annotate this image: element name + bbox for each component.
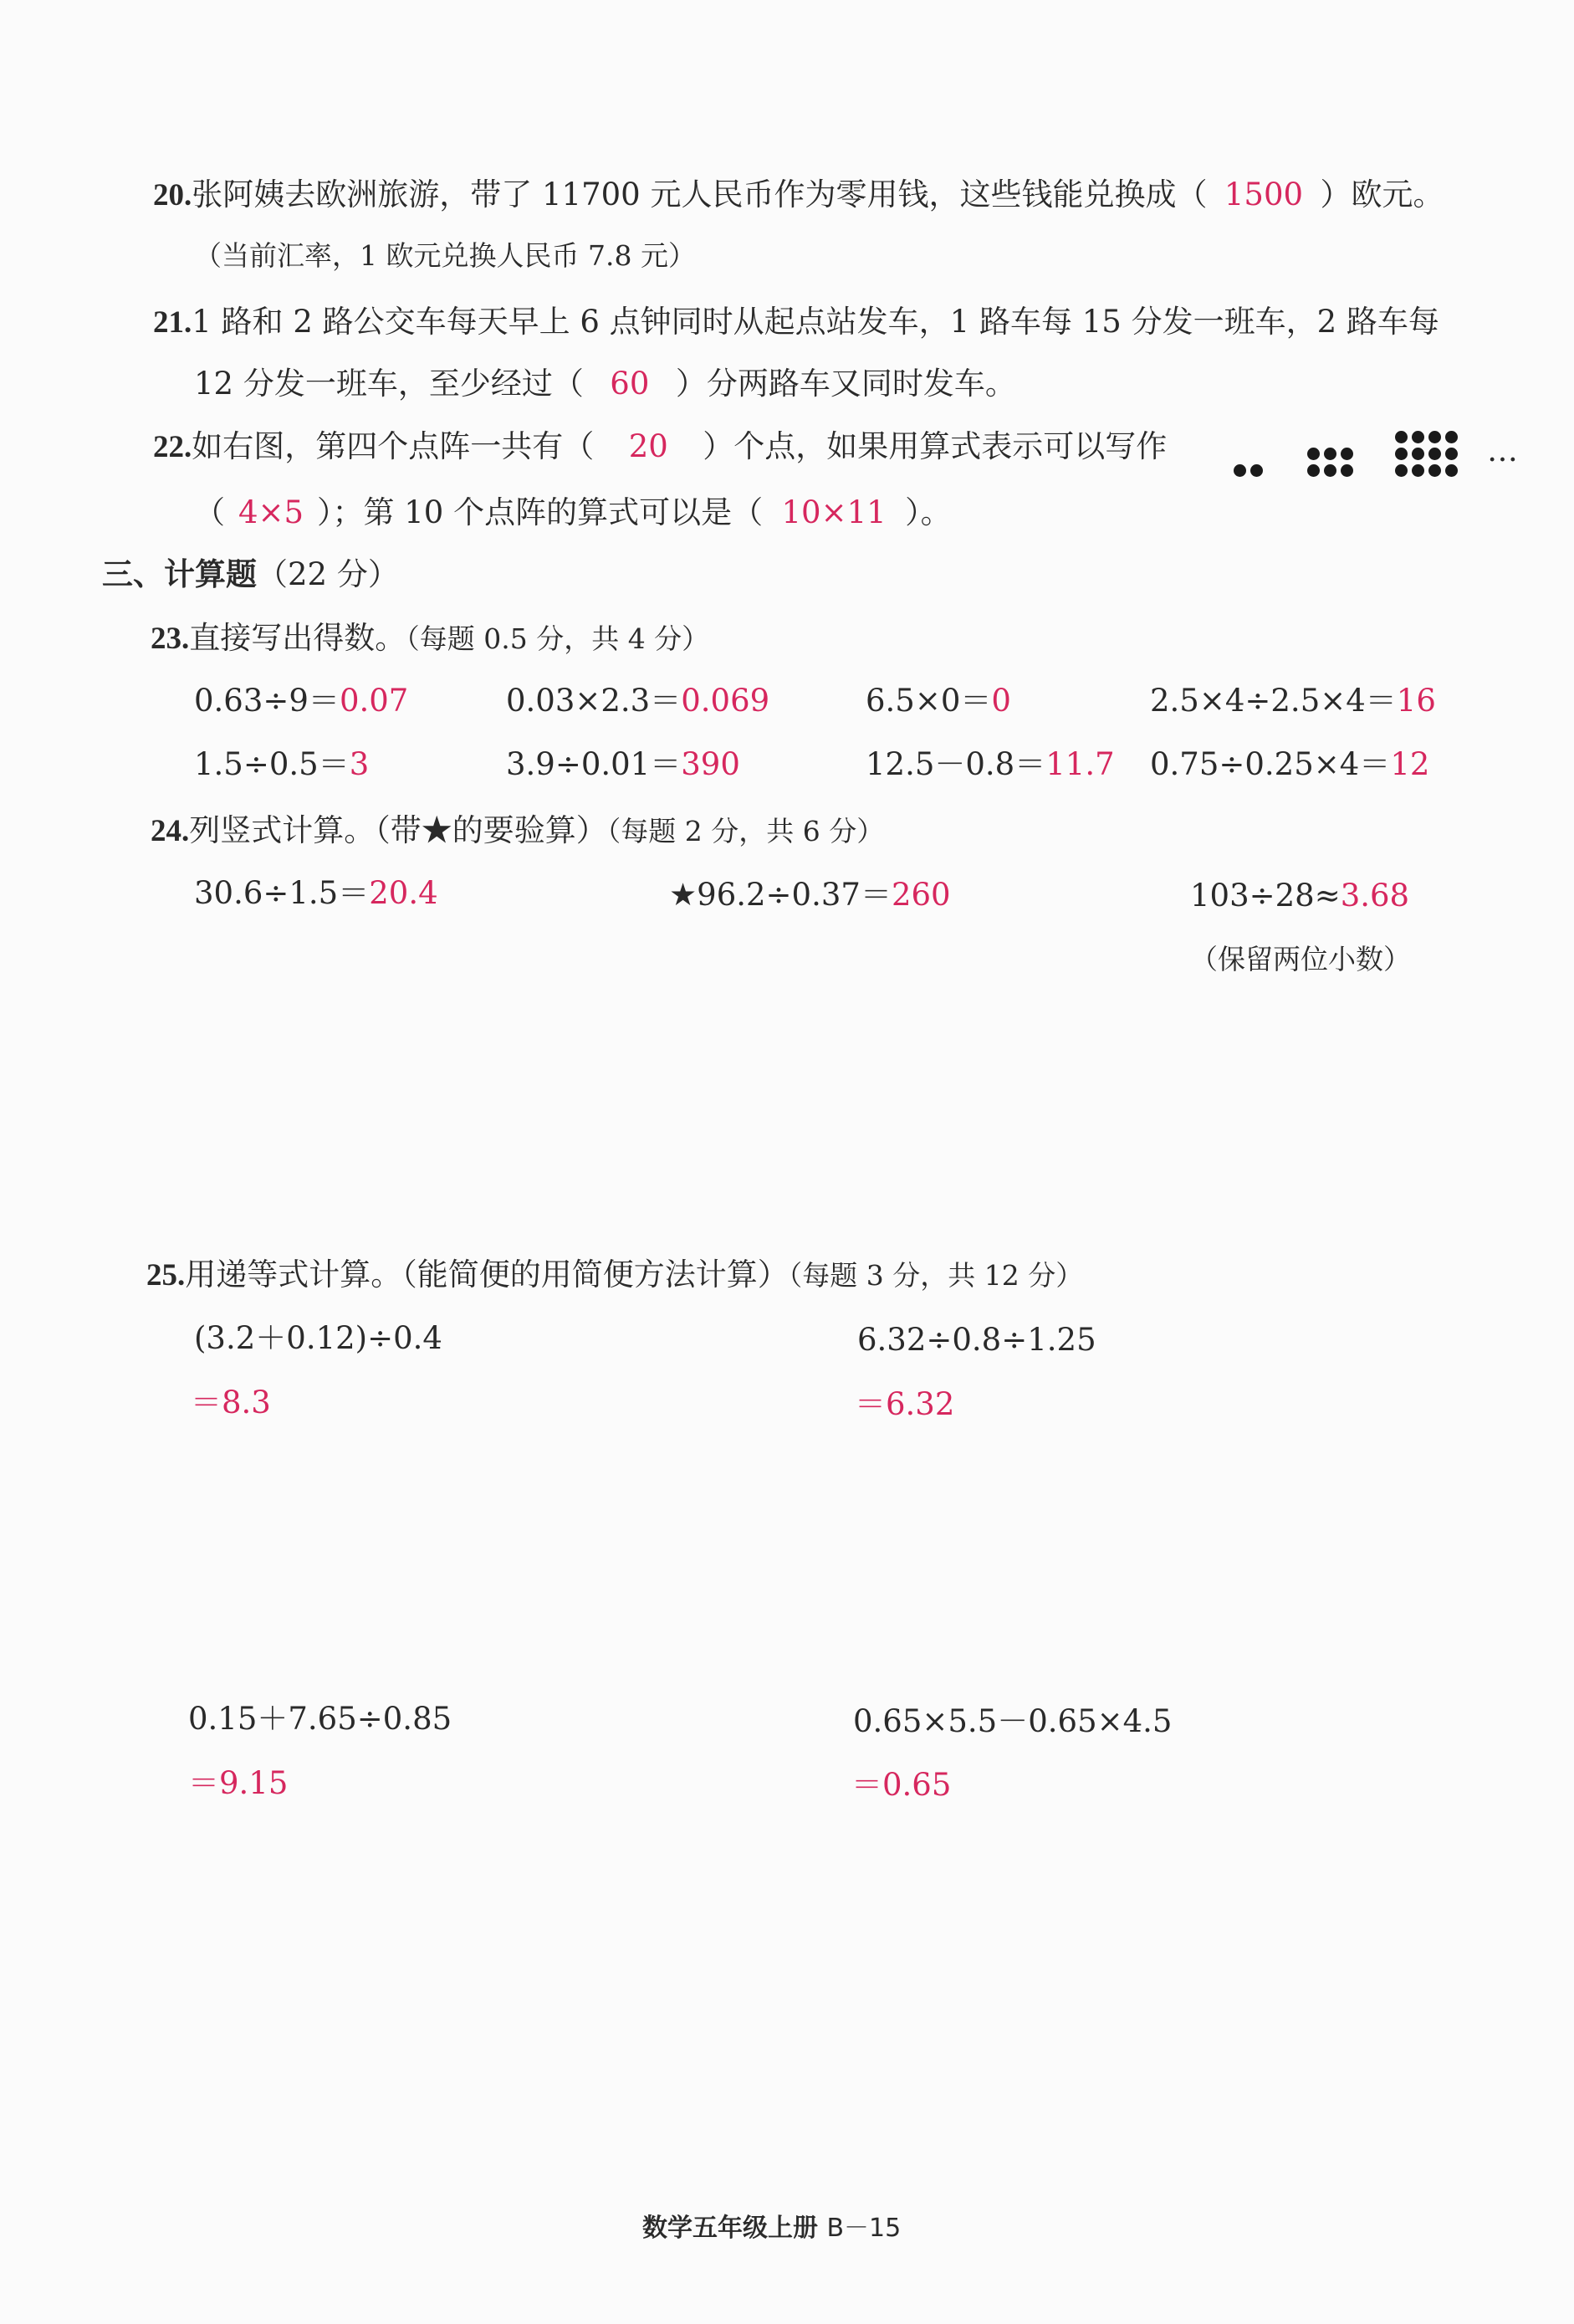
stepwise-answer: ＝9.15: [188, 1765, 289, 1801]
section-heading: [102, 556, 399, 592]
answer: 60: [610, 366, 650, 402]
question-text: ）；第 10 个点阵的算式可以是（: [317, 494, 764, 530]
question-text: 如右图，第四个点阵一共有（: [192, 428, 595, 464]
section-title: 三、计算题: [102, 556, 257, 592]
question-text: 1 路和 2 路公交车每天早上 6 点钟同时从起点站发车，1 路车每 15 分发一班车，2 路车每: [192, 304, 1439, 340]
q22-line2: [194, 494, 952, 530]
q22-line1: [153, 428, 1168, 464]
question-text: ）欧元。: [1320, 177, 1444, 212]
vertical-calc-item: 30.6÷1.5＝20.4: [194, 875, 438, 911]
stepwise-answer: ＝8.3: [191, 1385, 271, 1421]
q20-line1: [153, 179, 1444, 211]
question-title: 直接写出得数。: [189, 620, 406, 656]
question-number: 22.: [153, 430, 192, 464]
q21-line2: [194, 366, 1016, 402]
question-number: 25.: [146, 1258, 186, 1293]
question-text: ）分两路车又同时发车。: [675, 366, 1016, 402]
q21-line1: [153, 306, 1439, 338]
stepwise-expr: (3.2＋0.12)÷0.4: [194, 1320, 442, 1356]
oral-item: 12.5－0.8＝11.7: [866, 746, 1115, 782]
dot-array-1: [1234, 464, 1263, 477]
ellipsis: …: [1487, 433, 1518, 468]
stepwise-expr: 0.15＋7.65÷0.85: [188, 1701, 452, 1737]
answer: 4×5: [238, 494, 304, 530]
page-footer: [642, 2207, 901, 2244]
section-points: （22 分）: [257, 556, 399, 592]
oral-item: 0.03×2.3＝0.069: [506, 683, 770, 719]
question-points: （每题 2 分，共 6 分）: [606, 815, 885, 847]
question-number: 24.: [151, 814, 190, 848]
question-number: 23.: [151, 622, 190, 656]
oral-item: 1.5÷0.5＝3: [194, 746, 370, 782]
answer: 1500: [1224, 177, 1304, 212]
oral-item: 2.5×4÷2.5×4＝16: [1150, 683, 1436, 719]
oral-item: 6.5×0＝0: [866, 683, 1011, 719]
q23-heading: [151, 622, 709, 654]
page-number: B－15: [826, 2214, 902, 2243]
question-number: 21.: [153, 305, 192, 340]
dot-array-3: [1395, 431, 1458, 477]
question-number: 20.: [153, 178, 192, 212]
vertical-calc-item: ★96.2÷0.37＝260: [669, 877, 951, 913]
dot-array-2: [1307, 448, 1353, 477]
question-title: 用递等式计算。（能简便的用简便方法计算）: [185, 1257, 789, 1293]
question-points: （每题 3 分，共 12 分）: [788, 1259, 1084, 1292]
question-title: 列竖式计算。（带★的要验算）: [189, 812, 607, 848]
footer-subject: 数学五年级上册: [642, 2214, 818, 2243]
stepwise-answer: ＝6.32: [855, 1386, 955, 1422]
answer: 20: [628, 428, 668, 464]
answer: 10×11: [781, 494, 887, 530]
stepwise-expr: 6.32÷0.8÷1.25: [857, 1322, 1096, 1358]
oral-item: 3.9÷0.01＝390: [506, 746, 740, 782]
vertical-calc-item: 103÷28≈3.68: [1190, 878, 1410, 914]
q25-heading: [146, 1259, 1083, 1291]
rounding-note: （保留两位小数）: [1190, 943, 1411, 975]
stepwise-expr: 0.65×5.5－0.65×4.5: [853, 1703, 1173, 1739]
question-text: 张阿姨去欧洲旅游，带了 11700 元人民币作为零用钱，这些钱能兑换成（: [192, 177, 1208, 212]
question-points: （每题 0.5 分，共 4 分）: [406, 622, 710, 655]
question-text: ）。: [905, 494, 952, 530]
oral-item: 0.75÷0.25×4＝12: [1150, 746, 1430, 782]
q24-heading: [151, 812, 885, 848]
question-text: ）个点，如果用算式表示可以写作: [703, 428, 1168, 464]
q20-note: （当前汇率，1 欧元兑换人民币 7.8 元）: [194, 239, 696, 272]
oral-item: 0.63÷9＝0.07: [194, 683, 409, 719]
question-text: （: [194, 494, 225, 530]
question-text: 12 分发一班车，至少经过（: [194, 366, 584, 402]
stepwise-answer: ＝0.65: [851, 1767, 952, 1803]
